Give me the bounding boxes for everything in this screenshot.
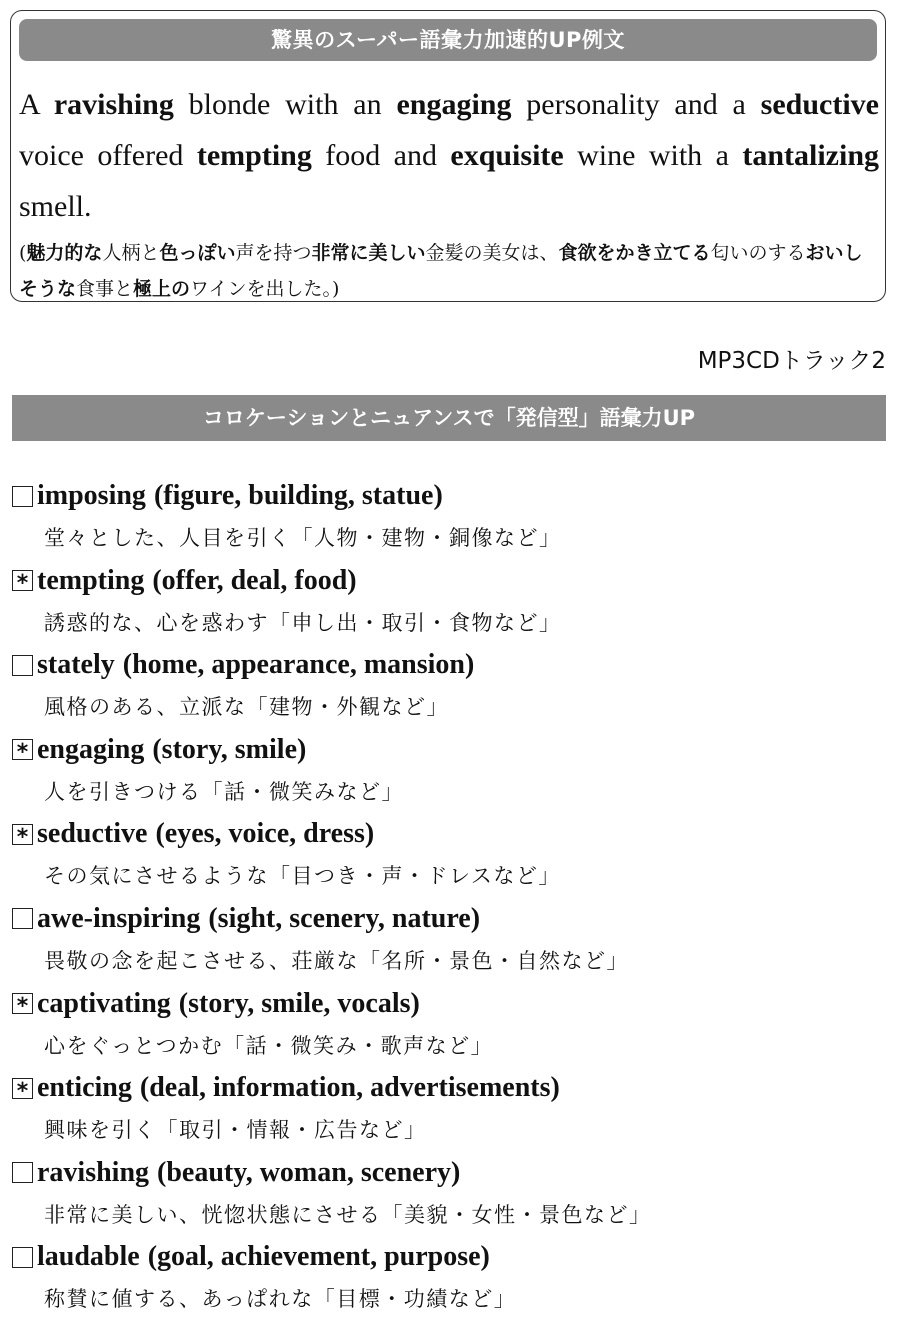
english-keyword: tempting [196,139,312,172]
english-segment: smell. [19,190,92,223]
vocab-meaning: その気にさせるような「目つき・声・ドレスなど」 [44,864,561,889]
english-segment: A [19,88,54,121]
japanese-segment: 金髪の美女は、 [425,242,559,264]
english-segment: food and [311,139,451,172]
vocab-line [12,561,892,601]
vocab-item [12,645,892,730]
checked-asterisk-checkbox-icon[interactable] [12,739,33,760]
english-keyword: ravishing [53,88,174,121]
japanese-segment: ( [19,242,27,264]
checked-asterisk-checkbox-icon[interactable] [12,570,33,591]
vocab-meaning: 風格のある、立派な「建物・外観など」 [44,695,449,720]
english-segment: voice offered [19,139,197,172]
vocab-word: stately [37,649,115,681]
japanese-segment: ワインを出した。) [190,278,340,300]
vocab-line [12,1068,892,1108]
vocab-word: imposing [37,480,146,511]
vocab-word: awe-inspiring [37,902,201,934]
checkbox-icon[interactable] [12,1162,33,1183]
collocation-section-header: コロケーションとニュアンスで「発信型」語彙力UP [12,395,886,441]
checkbox-icon[interactable] [12,1247,33,1268]
english-segment: wine with a [563,139,743,172]
japanese-segment: 人柄と [102,242,160,264]
vocab-meaning: 称賛に値する、あっぱれな「目標・功績など」 [44,1287,517,1312]
vocab-line [12,814,892,854]
japanese-keyword: 極上の [133,278,191,300]
vocab-word: engaging [37,733,145,765]
vocab-meaning: 畏敬の念を起こさせる、荘厳な「名所・景色・自然など」 [44,948,629,973]
example-sentence-box [10,10,886,302]
example-english-text [19,79,879,232]
vocab-meaning: 興味を引く「取引・情報・広告など」 [44,1118,427,1143]
checked-asterisk-checkbox-icon[interactable] [12,1078,33,1099]
vocab-meaning: 誘惑的な、心を惑わす「申し出・取引・食物など」 [44,610,562,635]
japanese-keyword: 非常に美しい [311,242,426,264]
vocab-collocations: (story, smile, vocals) [178,987,420,1019]
vocab-item [12,984,892,1069]
vocab-item [12,476,892,561]
english-segment: blonde with an [173,88,397,121]
example-header: 驚異のスーパー語彙力加速的UP例文 [19,19,877,61]
vocab-line [12,1153,892,1193]
vocab-item [12,814,892,899]
japanese-segment: 声を持つ [235,242,312,264]
vocabulary-list [12,476,892,1322]
vocab-line [12,730,892,770]
vocab-line [12,645,892,685]
audio-track-label: MP3CDトラック2 [697,348,886,374]
vocab-line [12,984,892,1024]
vocab-item [12,1068,892,1153]
vocab-collocations: (story, smile) [152,733,307,765]
english-keyword: engaging [396,88,512,121]
vocab-collocations: (sight, scenery, nature) [208,902,481,934]
english-keyword: tantalizing [742,139,879,172]
checkbox-icon[interactable] [12,655,33,676]
vocab-meaning: 堂々とした、人目を引く「人物・建物・銅像など」 [44,526,562,550]
vocab-word: ravishing [37,1156,150,1188]
japanese-keyword: 色っぽい [159,242,236,264]
vocab-line [12,1237,892,1277]
vocab-meaning: 心をぐっとつかむ「話・微笑み・歌声など」 [44,1033,494,1058]
english-keyword: seductive [760,88,879,121]
vocab-collocations: (eyes, voice, dress) [155,818,375,850]
vocab-collocations: (deal, information, advertisements) [139,1072,560,1104]
vocab-collocations: (home, appearance, mansion) [122,649,475,681]
vocab-collocations: (figure, building, statue) [153,480,443,511]
vocab-word: laudable [37,1241,140,1273]
vocab-meaning: 非常に美しい、恍惚状態にさせる「美貌・女性・景色など」 [44,1202,652,1227]
vocab-collocations: (offer, deal, food) [152,564,357,596]
vocab-line [12,899,892,939]
vocab-collocations: (beauty, woman, scenery) [157,1156,461,1188]
vocab-word: enticing [37,1072,132,1104]
japanese-keyword: 食欲をかき立てる [558,242,711,264]
vocab-item [12,561,892,646]
japanese-segment: 食事と [76,278,134,300]
checkbox-icon[interactable] [12,908,33,929]
japanese-segment: 匂いのする [710,242,806,264]
vocab-word: captivating [37,987,171,1019]
vocab-item [12,899,892,984]
checked-asterisk-checkbox-icon[interactable] [12,993,33,1014]
english-segment: personality and a [511,88,761,121]
vocab-collocations: (goal, achievement, purpose) [147,1241,490,1273]
japanese-keyword: おいしそうな [19,242,863,300]
vocab-item [12,1153,892,1238]
vocab-item [12,1237,892,1322]
japanese-keyword: 魅力的な [26,242,103,264]
checkbox-icon[interactable] [12,486,33,507]
checked-asterisk-checkbox-icon[interactable] [12,824,33,845]
vocab-word: tempting [37,564,145,596]
vocab-meaning: 人を引きつける「話・微笑みなど」 [44,779,404,804]
english-keyword: exquisite [450,139,564,172]
vocab-line [12,476,892,516]
vocab-item [12,730,892,815]
vocab-word: seductive [37,818,148,850]
example-japanese-translation [19,235,877,307]
